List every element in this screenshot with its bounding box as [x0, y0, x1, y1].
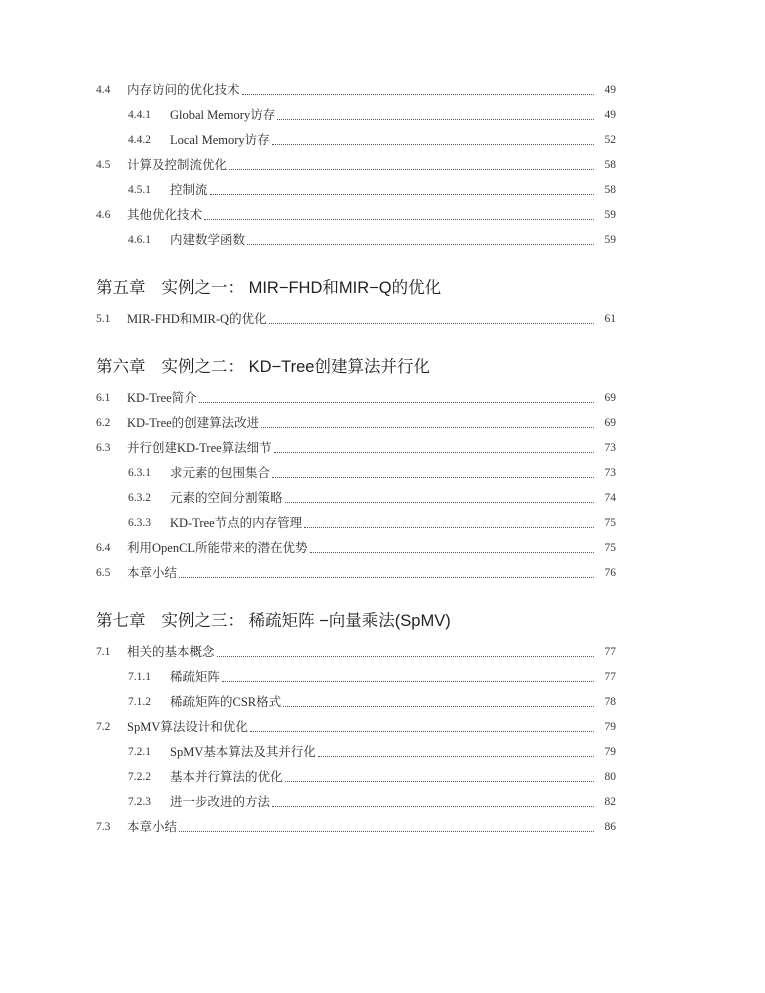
section-title: KD-Tree的创建算法改进 — [127, 416, 260, 430]
page-number: 79 — [604, 746, 616, 758]
chapter-label: 第五章 — [96, 279, 146, 297]
toc-entry[interactable] — [96, 178, 616, 203]
section-number: 7.1.2 — [128, 696, 151, 708]
toc-entry[interactable] — [96, 78, 616, 103]
section-number: 6.2 — [96, 417, 111, 429]
section-number: 7.3 — [96, 821, 111, 833]
dot-leader — [318, 756, 594, 757]
page-number: 69 — [604, 417, 616, 429]
section-number: 7.1.1 — [128, 671, 151, 683]
section-title: 本章小结 — [127, 820, 178, 834]
page-number: 75 — [604, 517, 616, 529]
section-title: 元素的空间分割策略 — [170, 491, 283, 505]
page-number: 82 — [604, 796, 616, 808]
section-title: 内建数学函数 — [170, 233, 246, 247]
dot-leader — [247, 244, 594, 245]
section-number: 7.2 — [96, 721, 111, 733]
chapter-label: 第七章 — [96, 612, 146, 630]
toc-entry[interactable] — [96, 765, 616, 790]
section-title: 求元素的包围集合 — [170, 466, 271, 480]
dot-leader — [204, 219, 594, 220]
section-title: SpMV基本算法及其并行化 — [170, 745, 316, 759]
section-title: KD-Tree节点的内存管理 — [170, 516, 303, 530]
dot-leader — [242, 94, 594, 95]
dot-leader — [283, 706, 594, 707]
section-number: 6.3.3 — [128, 517, 151, 529]
section-number: 4.4 — [96, 84, 111, 96]
section-title: 并行创建KD-Tree算法细节 — [127, 441, 272, 455]
toc-entry[interactable] — [96, 411, 616, 436]
toc-entry[interactable] — [96, 203, 616, 228]
section-title: 利用OpenCL所能带来的潜在优势 — [127, 541, 308, 555]
page-number: 59 — [604, 234, 616, 246]
dot-leader — [285, 781, 594, 782]
page-number: 77 — [604, 646, 616, 658]
toc-entry[interactable] — [96, 486, 616, 511]
section-title: SpMV算法设计和优化 — [127, 720, 248, 734]
dot-leader — [277, 119, 594, 120]
toc-entry[interactable] — [96, 128, 616, 153]
page-number: 52 — [604, 134, 616, 146]
page-number: 58 — [604, 184, 616, 196]
page-number: 79 — [604, 721, 616, 733]
page-number: 75 — [604, 542, 616, 554]
chapter-title: 实例之三： 稀疏矩阵 −向量乘法(SpMV) — [161, 612, 451, 630]
dot-leader — [222, 681, 594, 682]
chapter-heading[interactable] — [96, 271, 616, 301]
section-title: 进一步改进的方法 — [170, 795, 271, 809]
page-number: 77 — [604, 671, 616, 683]
page-number: 49 — [604, 84, 616, 96]
section-title: 稀疏矩阵的CSR格式 — [170, 695, 282, 709]
toc-entry[interactable] — [96, 386, 616, 411]
dot-leader — [304, 527, 594, 528]
section-number: 6.3.2 — [128, 492, 151, 504]
section-number: 6.3.1 — [128, 467, 151, 479]
toc-entry[interactable] — [96, 790, 616, 815]
section-title: MIR-FHD和MIR-Q的优化 — [127, 312, 267, 326]
section-title: 相关的基本概念 — [127, 645, 215, 659]
dot-leader — [217, 656, 594, 657]
dot-leader — [269, 323, 594, 324]
section-title: 基本并行算法的优化 — [170, 770, 283, 784]
section-title: KD-Tree简介 — [127, 391, 197, 405]
page-number: 58 — [604, 159, 616, 171]
section-title: 计算及控制流优化 — [127, 158, 228, 172]
section-number: 4.4.2 — [128, 134, 151, 146]
section-number: 6.3 — [96, 442, 111, 454]
table-of-contents — [96, 78, 616, 840]
page-number: 73 — [604, 442, 616, 454]
chapter-heading[interactable] — [96, 350, 616, 380]
toc-entry[interactable] — [96, 690, 616, 715]
toc-entry[interactable] — [96, 815, 616, 840]
section-number: 5.1 — [96, 313, 111, 325]
section-title: 其他优化技术 — [127, 208, 203, 222]
section-title: Local Memory访存 — [170, 133, 270, 147]
section-title: 本章小结 — [127, 566, 178, 580]
section-number: 4.5.1 — [128, 184, 151, 196]
section-title: 稀疏矩阵 — [170, 670, 221, 684]
toc-entry[interactable] — [96, 536, 616, 561]
dot-leader — [272, 477, 594, 478]
section-title: 控制流 — [170, 183, 208, 197]
toc-entry[interactable] — [96, 436, 616, 461]
dot-leader — [261, 427, 594, 428]
chapter-heading[interactable] — [96, 604, 616, 634]
section-title: 内存访问的优化技术 — [127, 83, 240, 97]
dot-leader — [285, 502, 594, 503]
section-number: 6.1 — [96, 392, 111, 404]
section-number: 4.6 — [96, 209, 111, 221]
chapter-label: 第六章 — [96, 358, 146, 376]
section-number: 6.4 — [96, 542, 111, 554]
chapter-title: 实例之二： KD−Tree创建算法并行化 — [161, 358, 430, 376]
section-number: 7.2.3 — [128, 796, 151, 808]
toc-entry[interactable] — [96, 715, 616, 740]
dot-leader — [272, 806, 594, 807]
dot-leader — [310, 552, 594, 553]
dot-leader — [250, 731, 594, 732]
toc-entry[interactable] — [96, 461, 616, 486]
section-number: 7.1 — [96, 646, 111, 658]
section-title: Global Memory访存 — [170, 108, 276, 122]
toc-entry[interactable] — [96, 561, 616, 586]
page-number: 86 — [604, 821, 616, 833]
toc-entry[interactable] — [96, 640, 616, 665]
toc-entry[interactable] — [96, 153, 616, 178]
dot-leader — [199, 402, 594, 403]
dot-leader — [272, 144, 594, 145]
page-number: 61 — [604, 313, 616, 325]
dot-leader — [179, 577, 594, 578]
toc-entry[interactable] — [96, 665, 616, 690]
dot-leader — [229, 169, 594, 170]
dot-leader — [179, 831, 594, 832]
page-number: 73 — [604, 467, 616, 479]
chapter-title: 实例之一： MIR−FHD和MIR−Q的优化 — [161, 279, 442, 297]
page-number: 80 — [604, 771, 616, 783]
section-number: 4.4.1 — [128, 109, 151, 121]
section-number: 6.5 — [96, 567, 111, 579]
toc-entry[interactable] — [96, 740, 616, 765]
section-number: 4.6.1 — [128, 234, 151, 246]
toc-entry[interactable] — [96, 307, 616, 332]
page-number: 78 — [604, 696, 616, 708]
section-number: 7.2.1 — [128, 746, 151, 758]
dot-leader — [210, 194, 594, 195]
toc-entry[interactable] — [96, 511, 616, 536]
section-number: 7.2.2 — [128, 771, 151, 783]
toc-entry[interactable] — [96, 228, 616, 253]
page-number: 76 — [604, 567, 616, 579]
page-number: 59 — [604, 209, 616, 221]
page-number: 49 — [604, 109, 616, 121]
toc-entry[interactable] — [96, 103, 616, 128]
page-number: 69 — [604, 392, 616, 404]
section-number: 4.5 — [96, 159, 111, 171]
page-number: 74 — [604, 492, 616, 504]
dot-leader — [274, 452, 594, 453]
